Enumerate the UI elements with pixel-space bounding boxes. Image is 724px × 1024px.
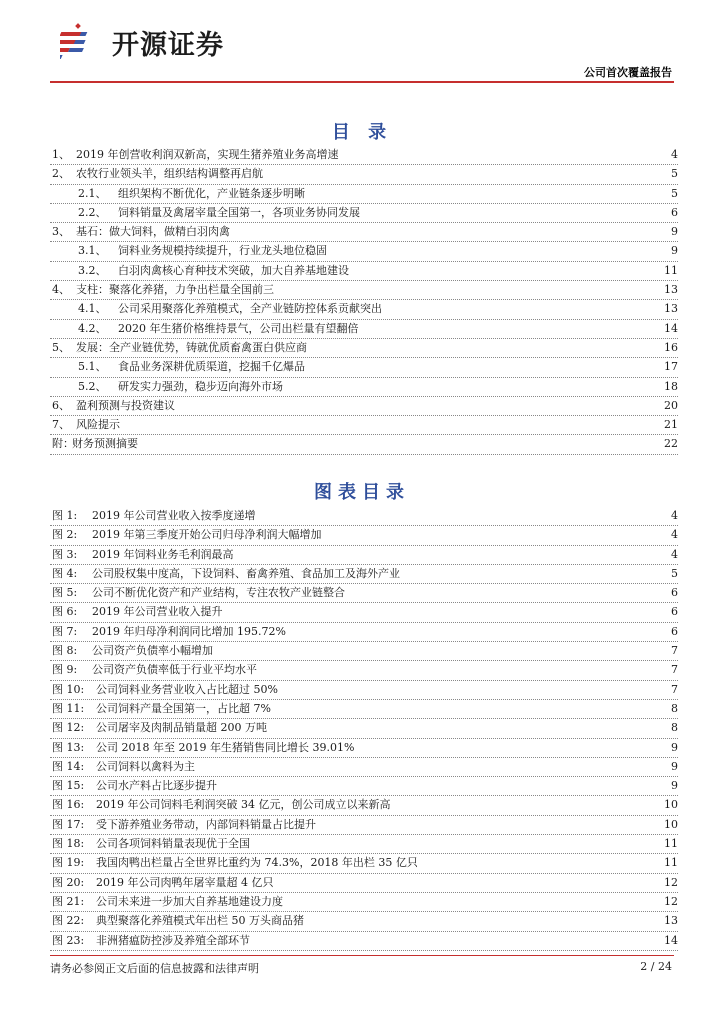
entry-number: 图 19: [52,856,85,870]
entry-title: 公司 2018 年至 2019 年生猪销售同比增长 39.01% [96,740,355,754]
entry-title: 财务预测摘要 [72,437,138,451]
toc-entry[interactable] [50,204,678,223]
figure-entry[interactable] [50,700,678,719]
entry-title: 白羽肉禽核心育种技术突破，加大自养基地建设 [118,263,349,277]
entry-title: 2019 年公司营业收入按季度递增 [92,509,256,522]
entry-page: 12 [664,894,678,908]
entry-title: 基石：做大饲料，做精白羽肉禽 [76,225,230,239]
entry-page: 9 [671,740,678,754]
entry-title: 受下游养殖业务带动，内部饲料销量占比提升 [96,817,316,831]
entry-title: 风险提示 [76,418,120,432]
figure-entry[interactable] [50,835,678,854]
entry-number: 图 3: [52,547,78,561]
entry-page: 7 [671,682,678,696]
entry-number: 图 10: [52,682,85,696]
entry-title: 饲料业务规模持续提升，行业龙头地位稳固 [118,244,327,258]
figure-entry[interactable] [50,526,678,545]
entry-title: 公司饲料产量全国第一，占比超 7% [96,701,271,715]
entry-title: 支柱：聚落化养猪，力争出栏量全国前三 [76,283,274,297]
toc-entry[interactable] [50,320,678,339]
header-divider [50,81,674,83]
toc-entry[interactable] [50,416,678,435]
figure-entry[interactable] [50,874,678,893]
entry-title: 研发实力强劲，稳步迈向海外市场 [118,379,283,393]
figure-entry[interactable] [50,739,678,758]
figure-entry[interactable] [50,796,678,815]
entry-page: 10 [664,798,678,812]
entry-page: 8 [671,701,678,715]
entry-number: 图 21: [52,894,85,908]
entry-title: 发展：全产业链优势，铸就优质畜禽蛋白供应商 [76,340,307,354]
figures-list [50,507,678,951]
brand-logo [60,22,224,62]
page-indicator: 2 / 24 [640,960,672,973]
entry-page: 8 [671,721,678,735]
entry-page: 11 [664,856,678,870]
entry-title: 2019 年公司营业收入提升 [92,605,223,619]
report-type-label: 公司首次覆盖报告 [584,66,672,79]
entry-page: 20 [664,398,678,412]
entry-page: 13 [664,914,678,928]
entry-number: 3.1、 [78,244,107,258]
figure-entry[interactable] [50,642,678,661]
figure-entry[interactable] [50,854,678,873]
figure-entry[interactable] [50,893,678,912]
entry-page: 9 [671,244,678,258]
entry-title: 公司饲料以禽料为主 [96,759,195,773]
entry-number: 5、 [52,340,70,354]
entry-page: 11 [664,837,678,851]
entry-number: 图 6: [52,605,78,619]
entry-page: 22 [664,437,678,451]
entry-page: 6 [671,624,678,638]
entry-number: 图 8: [52,644,78,658]
entry-number: 图 18: [52,837,85,851]
entry-title: 农牧行业领头羊，组织结构调整再启航 [76,167,263,181]
entry-number: 图 4: [52,566,78,580]
entry-number: 图 20: [52,875,85,889]
entry-number: 3.2、 [78,263,107,277]
entry-page: 10 [664,817,678,831]
entry-number: 图 1: [52,509,78,522]
entry-title: 公司未来进一步加大自养基地建设力度 [96,894,283,908]
entry-page: 13 [664,283,678,297]
toc-entry[interactable] [50,146,678,165]
entry-title: 2019 年归母净利润同比增加 195.72% [92,624,286,638]
entry-title: 2019 年饲料业务毛利润最高 [92,547,234,561]
entry-title: 公司饲料业务营业收入占比超过 50% [96,682,278,696]
entry-title: 2019 年公司饲料毛利润突破 34 亿元，创公司成立以来新高 [96,798,391,812]
entry-number: 图 9: [52,663,78,677]
figure-entry[interactable] [50,719,678,738]
entry-page: 21 [664,418,678,432]
entry-page: 9 [671,759,678,773]
entry-page: 14 [664,321,678,335]
entry-page: 12 [664,875,678,889]
toc-entry[interactable] [50,339,678,358]
entry-number: 3、 [52,225,70,239]
entry-number: 图 17: [52,817,85,831]
entry-page: 5 [671,566,678,580]
entry-title: 公司水产料占比逐步提升 [96,779,217,793]
logo-mark-icon [60,22,106,62]
toc-entry[interactable] [50,165,678,184]
entry-number: 图 11: [52,701,85,715]
figure-entry[interactable] [50,565,678,584]
entry-number: 2.1、 [78,186,107,200]
entry-title: 盈利预测与投资建议 [76,398,175,412]
entry-title: 2019 年创营收利润双新高，实现生猪养殖业务高增速 [76,148,339,161]
entry-page: 5 [671,167,678,181]
toc-entry[interactable] [50,397,678,416]
entry-page: 4 [671,509,678,522]
entry-number: 附： [52,437,74,451]
figure-entry[interactable] [50,584,678,603]
entry-number: 图 14: [52,759,85,773]
toc-entry[interactable] [50,358,678,377]
figure-entry[interactable] [50,623,678,642]
entry-title: 2020 年生猪价格维持景气，公司出栏量有望翻倍 [118,321,359,335]
entry-number: 5.1、 [78,360,107,374]
entry-page: 4 [671,547,678,561]
toc-list [50,146,678,455]
entry-title: 典型聚落化养殖模式年出栏 50 万头商品猪 [96,914,304,928]
entry-page: 6 [671,605,678,619]
toc-entry[interactable] [50,378,678,397]
entry-page: 5 [671,186,678,200]
entry-number: 1、 [52,148,70,161]
figure-entry[interactable] [50,758,678,777]
entry-number: 4、 [52,283,70,297]
toc-title: 目 录 [331,122,393,143]
figure-entry[interactable] [50,816,678,835]
toc-entry[interactable] [50,435,678,454]
entry-title: 2019 年第三季度开始公司归母净利润大幅增加 [92,528,322,542]
entry-number: 5.2、 [78,379,107,393]
entry-title: 2019 年公司肉鸭年屠宰量超 4 亿只 [96,875,274,889]
page-header [0,0,724,86]
entry-number: 图 5: [52,586,78,600]
entry-title: 公司资产负债率小幅增加 [92,644,213,658]
entry-number: 图 2: [52,528,78,542]
figure-entry[interactable] [50,777,678,796]
entry-page: 16 [664,340,678,354]
toc-entry[interactable] [50,242,678,261]
entry-number: 7、 [52,418,70,432]
figures-title: 图表目录 [314,482,410,503]
entry-title: 公司股权集中度高，下设饲料、畜禽养殖、食品加工及海外产业 [92,566,400,580]
figure-entry[interactable] [50,661,678,680]
entry-title: 公司采用聚落化养殖模式，全产业链防控体系贡献突出 [118,302,382,316]
entry-page: 11 [664,263,678,277]
entry-page: 4 [671,148,678,161]
entry-page: 9 [671,779,678,793]
figure-entry[interactable] [50,912,678,931]
entry-number: 2、 [52,167,70,181]
figure-entry[interactable] [50,603,678,622]
entry-page: 18 [664,379,678,393]
entry-title: 饲料销量及禽屠宰量全国第一，各项业务协同发展 [118,205,360,219]
entry-number: 图 7: [52,624,78,638]
entry-title: 公司屠宰及肉制品销量超 200 万吨 [96,721,267,735]
entry-number: 图 22: [52,914,85,928]
toc-entry[interactable] [50,281,678,300]
entry-title: 我国肉鸭出栏量占全世界比重约为 74.3%，2018 年出栏 35 亿只 [96,856,418,870]
entry-title: 公司各项饲料销量表现优于全国 [96,837,250,851]
figure-entry[interactable] [50,546,678,565]
footer-disclaimer: 请务必参阅正文后面的信息披露和法律声明 [50,962,259,975]
toc-entry[interactable] [50,223,678,242]
entry-number: 6、 [52,398,70,412]
entry-number: 图 16: [52,798,85,812]
entry-number: 图 23: [52,933,85,947]
footer-divider [50,955,674,956]
entry-number: 图 15: [52,779,85,793]
entry-title: 公司不断优化资产和产业结构，专注农牧产业链整合 [92,586,345,600]
entry-page: 4 [671,528,678,542]
brand-name: 开源证券 [112,29,224,61]
entry-page: 7 [671,644,678,658]
entry-page: 7 [671,663,678,677]
entry-title: 非洲猪瘟防控涉及养殖全部环节 [96,933,250,947]
entry-number: 4.1、 [78,302,107,316]
entry-page: 6 [671,586,678,600]
toc-entry[interactable] [50,262,678,281]
entry-title: 公司资产负债率低于行业平均水平 [92,663,257,677]
entry-title: 食品业务深耕优质渠道，挖掘千亿爆品 [118,360,305,374]
entry-page: 9 [671,225,678,239]
entry-number: 2.2、 [78,205,107,219]
figure-entry[interactable] [50,507,678,526]
entry-page: 6 [671,205,678,219]
entry-number: 图 13: [52,740,85,754]
toc-entry[interactable] [50,185,678,204]
entry-page: 17 [664,360,678,374]
figure-entry[interactable] [50,681,678,700]
entry-page: 13 [664,302,678,316]
entry-number: 图 12: [52,721,85,735]
figure-entry[interactable] [50,932,678,951]
entry-number: 4.2、 [78,321,107,335]
entry-title: 组织架构不断优化，产业链条逐步明晰 [118,186,305,200]
entry-page: 14 [664,933,678,947]
toc-entry[interactable] [50,300,678,319]
